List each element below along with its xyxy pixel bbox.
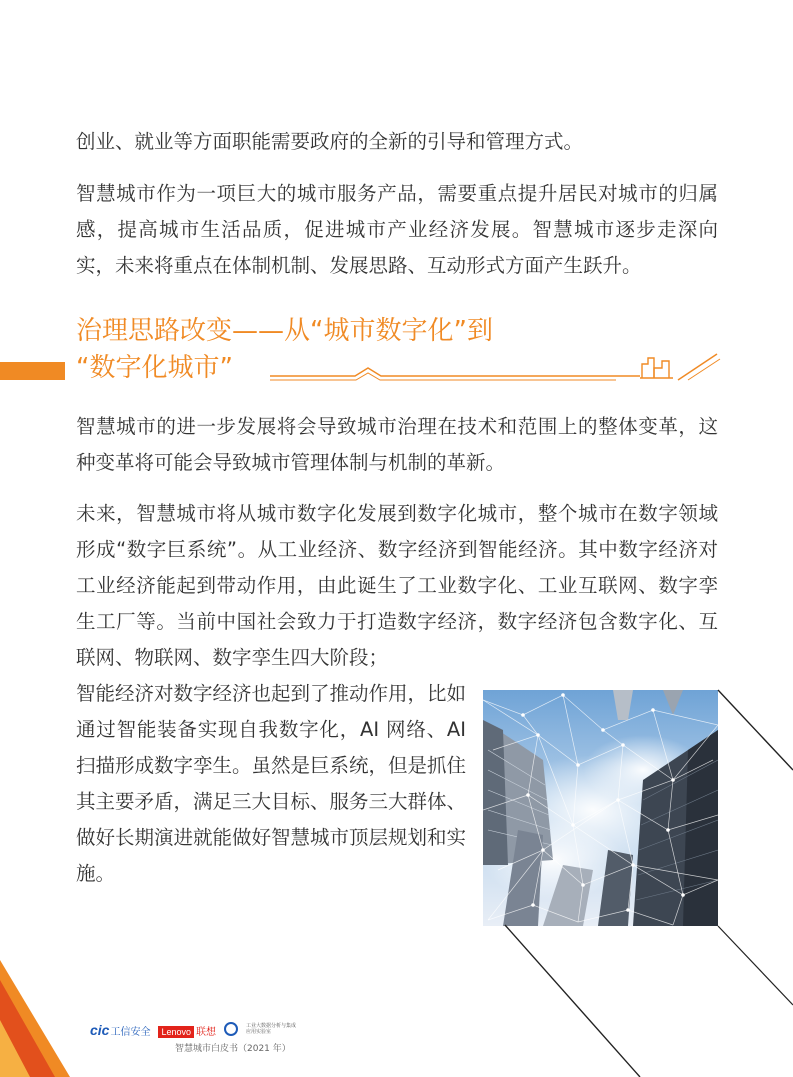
page-number: 60: [66, 993, 85, 1012]
skyscrapers-network-photo: [483, 690, 718, 926]
cic-logo: [90, 1020, 150, 1039]
section-heading-line2: “数字化城市”: [76, 353, 233, 383]
section-heading-line1: 治理思路改变——从“城市数字化”到: [76, 316, 493, 346]
paragraph-3: 智慧城市的进一步发展将会导致城市治理在技术和范围上的整体变革，这种变革将可能会导致城市管理体制与机制的革新。: [76, 415, 718, 474]
paragraph-2: 智慧城市作为一项巨大的城市服务产品，需要重点提升居民对城市的归属感，提高城市生活品质，促进城市产业经济发展。智慧城市逐步走深向实，未来将重点在体制机制、发展思路、互动形式方面产生跃升。: [76, 182, 718, 277]
institute-logo-text: 工业大数据分析与集成应用实验室: [246, 1023, 297, 1035]
paragraph-5: 智能经济对数字经济也起到了推动作用，比如通过智能装备实现自我数字化，AI 网络、AI 扫描形成数字孪生。虽然是巨系统，但是抓住其主要矛盾，满足三大目标、服务三大群体、做好长期演进就能做好智慧城市顶层规划和实施。: [76, 682, 467, 885]
corner-decoration: [0, 960, 100, 1077]
cic-logo-cn: 工信安全: [110, 1026, 151, 1038]
lenovo-logo-text: Lenovo: [158, 1026, 194, 1038]
footer-logos: [90, 1019, 296, 1039]
lenovo-logo-cn: 联想: [196, 1026, 216, 1038]
lenovo-logo: [158, 1020, 216, 1039]
institute-logo-icon: [224, 1022, 238, 1036]
city-skyline-icon: [640, 358, 673, 378]
footer-note: 智慧城市白皮书（2021 年）: [175, 1044, 291, 1054]
paragraph-4: 未来，智慧城市将从城市数字化发展到数字化城市，整个城市在数字领域形成“数字巨系统”。从工业经济、数字经济到智能经济。其中数字经济对工业经济能起到带动作用，由此诞生了工业数字化、工业互联网、数字孪生工厂等。当前中国社会致力于打造数字经济，数字经济包含数字化、互联网、物联网、数字孪生四大阶段；: [76, 502, 718, 669]
paragraph-1: 创业、就业等方面职能需要政府的全新的引导和管理方式。: [76, 130, 584, 153]
cic-logo-text: cic: [90, 1021, 110, 1038]
